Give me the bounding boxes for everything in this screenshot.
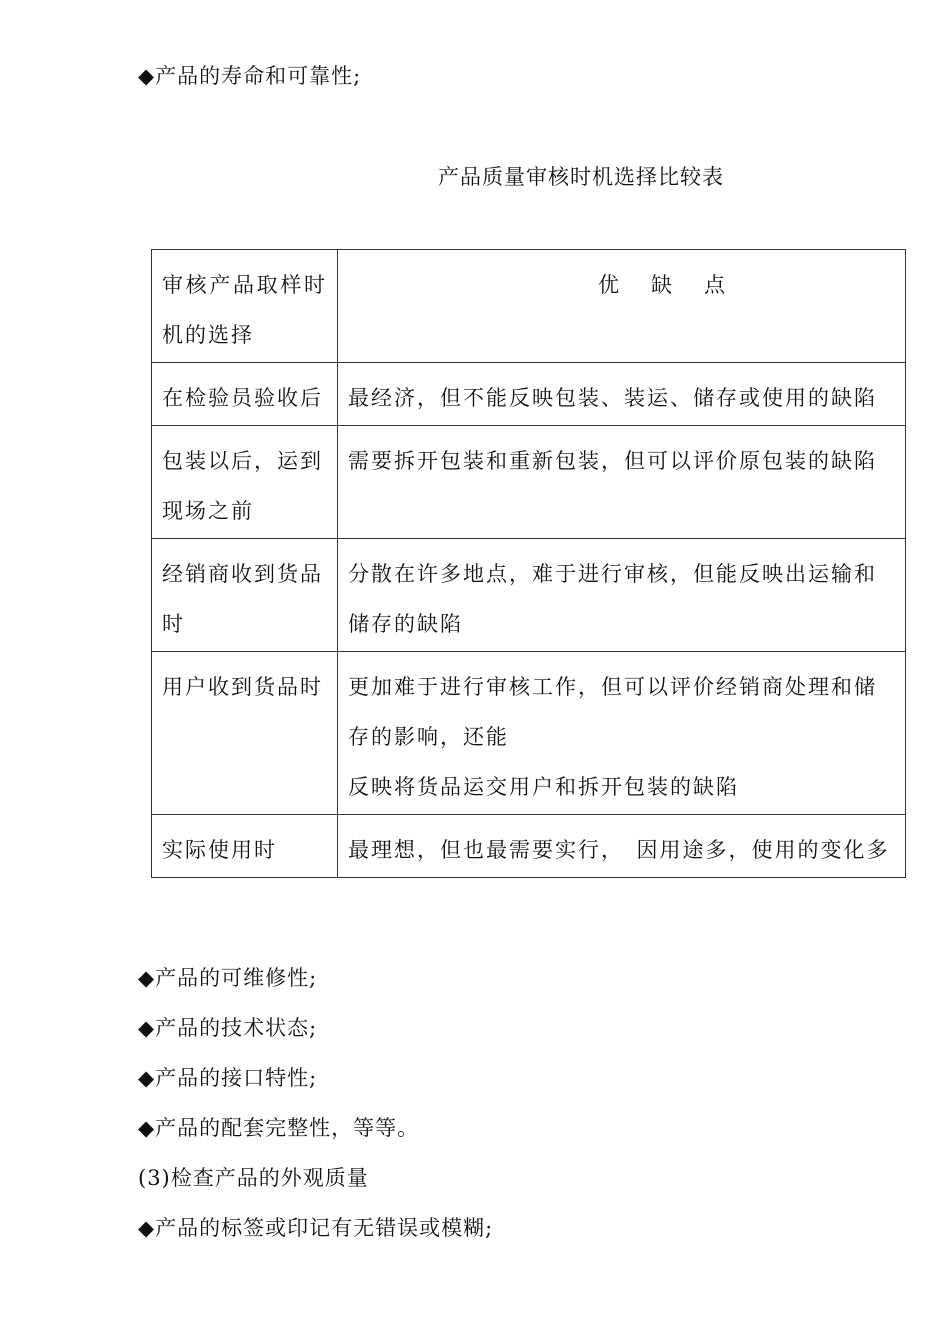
row-timing: 经销商收到货品时 (152, 539, 338, 652)
row-evaluation: 分散在许多地点，难于进行审核，但能反映出运输和储存的缺陷 (338, 539, 906, 652)
bullet-interface: ◆产品的接口特性; (138, 1066, 318, 1090)
table-row (152, 539, 906, 652)
bullet-reliability: ◆产品的寿命和可靠性; (138, 64, 362, 88)
bullet-label-marking: ◆产品的标签或印记有无错误或模糊; (138, 1216, 494, 1240)
row-evaluation: 更加难于进行审核工作，但可以评价经销商处理和储存的影响，还能 反映将货品运交用户和拆开包装的缺陷 (338, 652, 906, 815)
row-evaluation: 需要拆开包装和重新包装，但可以评价原包装的缺陷 (338, 426, 906, 539)
row-timing: 在检验员验收后 (152, 363, 338, 426)
bullet-maintainability: ◆产品的可维修性; (138, 966, 318, 990)
bullet-technical-state: ◆产品的技术状态; (138, 1016, 318, 1040)
table-row (152, 815, 906, 878)
header-timing: 审核产品取样时机的选择 (152, 250, 338, 363)
comparison-table (151, 249, 906, 878)
table-row (152, 652, 906, 815)
row-timing: 用户收到货品时 (152, 652, 338, 815)
section-heading-appearance: (3)检查产品的外观质量 (138, 1166, 369, 1190)
table-header-row (152, 250, 906, 363)
row-evaluation: 最经济，但不能反映包装、装运、储存或使用的缺陷 (338, 363, 906, 426)
header-pros-cons: 优 缺 点 (338, 250, 906, 363)
row-evaluation: 最理想，但也最需要实行， 因用途多，使用的变化多 (338, 815, 906, 878)
table-row (152, 426, 906, 539)
table-row (152, 363, 906, 426)
row-timing: 包装以后，运到现场之前 (152, 426, 338, 539)
row-timing: 实际使用时 (152, 815, 338, 878)
bullet-completeness: ◆产品的配套完整性，等等。 (138, 1116, 420, 1140)
table-caption: 产品质量审核时机选择比较表 (438, 165, 724, 189)
